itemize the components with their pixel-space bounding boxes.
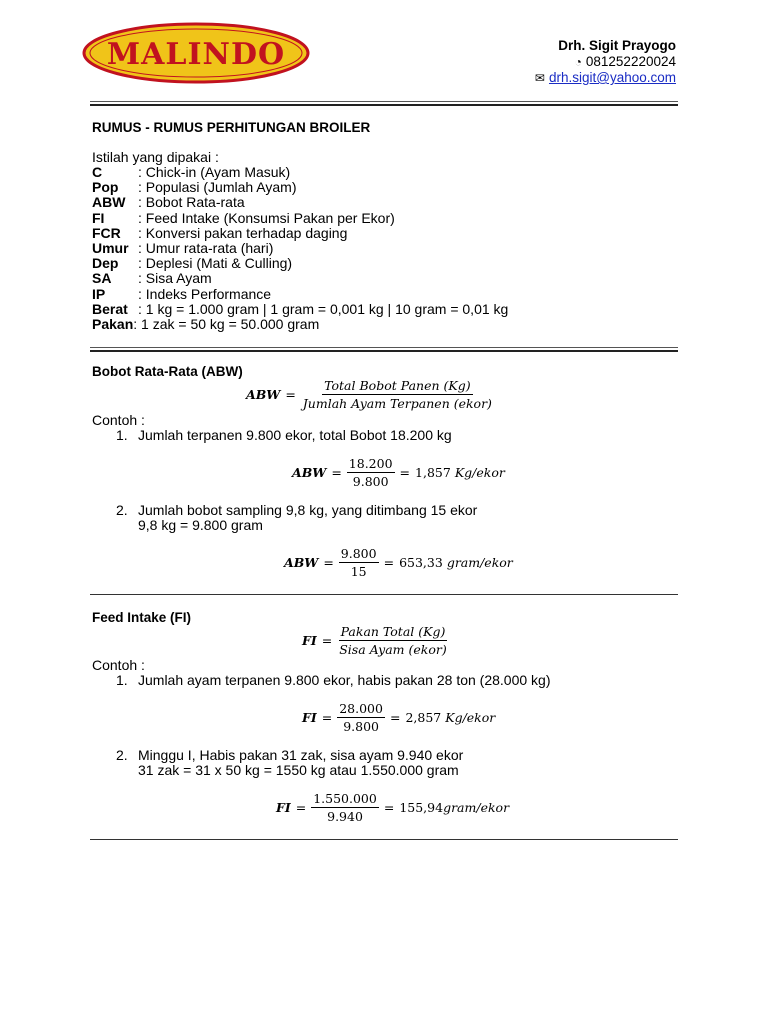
fi-example-1-text: Jumlah ayam terpanen 9.800 ekor, habis pakan 28 ton (28.000 kg) [138, 672, 551, 688]
list-marker: 2. [116, 502, 128, 518]
fi-section-title: Feed Intake (FI) [92, 610, 192, 625]
fraction-denominator: 15 [350, 564, 367, 579]
formula-lhs: ABW [292, 465, 327, 480]
abw-example-1-text: Jumlah terpanen 9.800 ekor, total Bobot 18.200 kg [138, 427, 452, 443]
term-row [92, 195, 508, 210]
result-value: 155,94 [399, 800, 444, 815]
abw-example-2-conversion: 9,8 kg = 9.800 gram [138, 517, 263, 533]
fraction-denominator: 9.940 [327, 809, 363, 824]
term-abbr: C [92, 164, 103, 180]
term-def: : Feed Intake (Konsumsi Pakan per Ekor) [138, 209, 395, 226]
abw-formula [246, 378, 494, 411]
example-fraction [311, 791, 379, 824]
term-row [92, 180, 508, 195]
fi-formula [302, 624, 449, 657]
formula-fraction [301, 378, 494, 411]
term-abbr: Dep [92, 255, 119, 272]
equals-sign: = [383, 800, 395, 815]
equals-sign: = [389, 710, 401, 725]
term-def: : Konversi pakan terhadap daging [138, 224, 348, 241]
fraction-numerator: 28.000 [339, 701, 383, 716]
term-def: : Sisa Ayam [138, 270, 212, 287]
term-row [92, 211, 508, 226]
abw-example-2-equation [284, 546, 513, 579]
fraction-denominator: Jumlah Ayam Terpanen (ekor) [302, 396, 492, 411]
result-value: 653,33 [399, 555, 443, 570]
term-abbr: Berat [92, 300, 128, 317]
equals-sign: = [399, 465, 411, 480]
contact-email-link[interactable]: drh.sigit@yahoo.com [548, 70, 676, 85]
fi-example-2-conversion: 31 zak = 31 x 50 kg = 1550 kg atau 1.550.000 gram [138, 762, 459, 778]
term-row [92, 226, 508, 241]
fraction-numerator: 18.200 [348, 456, 393, 471]
example-fraction [339, 546, 379, 579]
term-abbr: Umur [92, 239, 129, 256]
formula-lhs: ABW [284, 555, 319, 570]
term-def: : Umur rata-rata (hari) [138, 239, 274, 256]
result-unit: gram/ekor [446, 555, 513, 570]
term-abbr: SA [92, 270, 112, 287]
contact-name: Drh. Sigit Prayogo [558, 38, 676, 53]
term-def: : Populasi (Jumlah Ayam) [138, 179, 297, 196]
term-abbr: Pakan [92, 315, 134, 332]
header-divider [90, 101, 678, 106]
term-abbr: ABW [92, 194, 126, 211]
term-row [92, 271, 508, 286]
section-divider [90, 594, 678, 595]
term-abbr: FI [92, 209, 105, 226]
envelope-icon: ✉ [534, 71, 545, 85]
fraction-denominator: 9.800 [352, 474, 389, 489]
contact-email-row [535, 70, 676, 86]
fi-example-2-equation [276, 791, 509, 824]
result-value: 1,857 [415, 465, 451, 480]
contact-phone-row [535, 54, 676, 70]
contact-block [535, 38, 676, 86]
fraction-numerator: Pakan Total (Kg) [340, 624, 446, 639]
term-abbr: IP [92, 285, 106, 302]
equals-sign: = [285, 387, 296, 402]
contact-phone: 081252220024 [585, 54, 676, 69]
term-row [92, 165, 508, 180]
term-row [92, 287, 508, 302]
term-abbr: FCR [92, 224, 121, 241]
formula-lhs: FI [302, 710, 317, 725]
fraction-numerator: Total Bobot Panen (Kg) [324, 378, 471, 393]
term-def: : Chick-in (Ayam Masuk) [138, 164, 291, 180]
fraction-denominator: 9.800 [343, 719, 379, 734]
term-def: : Deplesi (Mati & Culling) [138, 255, 293, 272]
result-unit: Kg/ekor [445, 710, 496, 725]
term-def: : 1 kg = 1.000 gram | 1 gram = 0,001 kg | 10 gram = 0,01 kg [138, 300, 509, 317]
equals-sign: = [321, 710, 333, 725]
fi-example-2-text: Minggu I, Habis pakan 31 zak, sisa ayam 9.940 ekor [138, 747, 464, 763]
result-unit: gram/ekor [443, 800, 510, 815]
abw-example-1-equation [292, 456, 505, 489]
result-value: 2,857 [405, 710, 442, 725]
page-title: RUMUS - RUMUS PERHITUNGAN BROILER [92, 120, 371, 135]
formula-lhs: FI [302, 633, 317, 648]
term-row [92, 302, 508, 317]
example-fraction [337, 701, 385, 734]
terms-list [92, 165, 508, 332]
equals-sign: = [295, 800, 307, 815]
term-row [92, 317, 508, 332]
equals-sign: = [321, 633, 333, 648]
section-divider [90, 839, 678, 840]
formula-lhs: FI [276, 800, 291, 815]
abw-contoh-label: Contoh : [92, 412, 145, 428]
malindo-logo [82, 22, 310, 84]
section-divider [90, 347, 678, 352]
term-def: : Indeks Performance [138, 285, 272, 302]
abw-section-title: Bobot Rata-Rata (ABW) [92, 364, 243, 379]
term-def: : 1 zak = 50 kg = 50.000 gram [133, 315, 320, 332]
list-marker: 1. [116, 672, 128, 688]
abw-example-2-text: Jumlah bobot sampling 9,8 kg, yang ditimbang 15 ekor [138, 502, 478, 518]
equals-sign: = [331, 465, 342, 480]
term-row [92, 256, 508, 271]
term-row [92, 241, 508, 256]
equals-sign: = [383, 555, 395, 570]
fraction-denominator: Sisa Ayam (ekor) [339, 642, 447, 657]
terms-intro: Istilah yang dipakai : [92, 149, 219, 165]
formula-fraction [337, 624, 449, 657]
term-abbr: Pop [92, 179, 119, 196]
equals-sign: = [323, 555, 334, 570]
formula-lhs: ABW [246, 387, 281, 402]
fraction-numerator: 1.550.000 [313, 791, 377, 806]
fraction-numerator: 9.800 [340, 546, 377, 561]
example-fraction [347, 456, 395, 489]
term-def: : Bobot Rata-rata [138, 194, 245, 211]
logo-text: MALINDO [106, 37, 286, 72]
list-marker: 1. [116, 427, 128, 443]
phone-icon: ◔ [574, 55, 582, 69]
fi-example-1-equation [302, 701, 495, 734]
result-unit: Kg/ekor [454, 465, 505, 480]
fi-contoh-label: Contoh : [92, 657, 145, 673]
list-marker: 2. [116, 747, 128, 763]
